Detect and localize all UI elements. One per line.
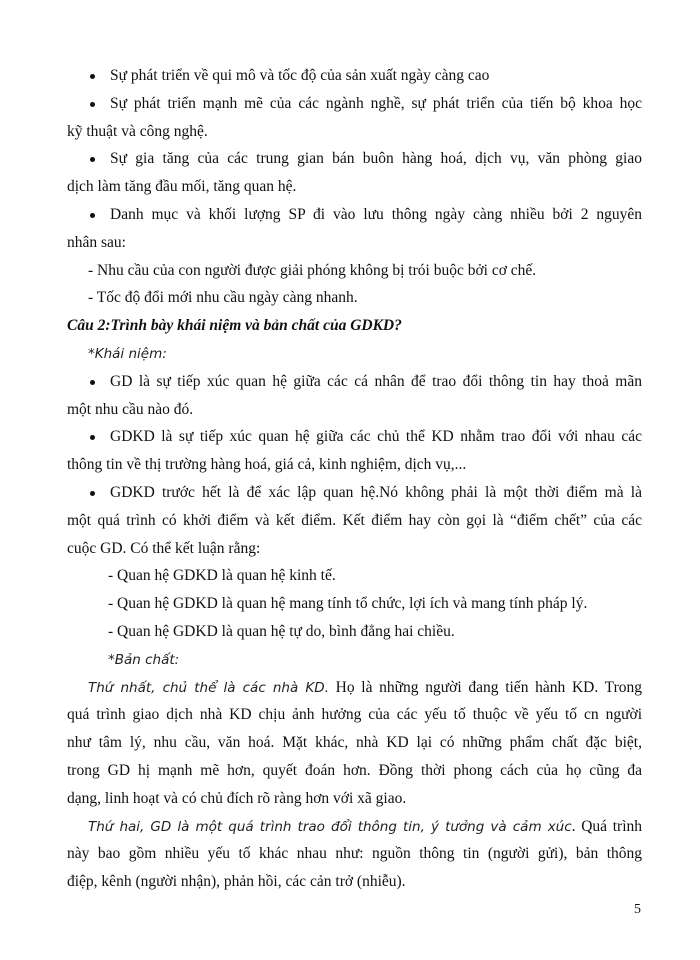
line-text: Sự phát triển về qui mô và tốc độ của sản xuất ngày càng cao	[110, 67, 490, 84]
text-line	[67, 871, 642, 893]
line-text: Sự gia tăng của các trung gian bán buôn hàng hoá, dịch vụ, văn phòng giao	[110, 150, 642, 168]
bullet-icon	[90, 435, 95, 440]
line-text: *Khái niệm:	[88, 346, 167, 362]
line-text: GD là sự tiếp xúc quan hệ giữa các cá nhân để trao đổi thông tin hay thoả mãn	[110, 372, 642, 390]
page-number: 5	[634, 902, 641, 917]
text-line	[67, 121, 642, 143]
line-text: Câu 2:Trình bày khái niệm và bản chất của GDKD?	[67, 317, 402, 335]
line-text: Họ là những người đang tiến hành KD. Trong	[328, 678, 642, 696]
bullet-icon	[90, 213, 95, 218]
text-line	[110, 204, 642, 226]
line-text: - Quan hệ GDKD là quan hệ mang tính tổ chức, lợi ích và mang tính pháp lý.	[108, 595, 588, 613]
line-text: GDKD là sự tiếp xúc quan hệ giữa các chủ thể KD nhằm trao đổi với nhau các	[110, 428, 642, 446]
line-text: dịch làm tăng đầu mối, tăng quan hệ.	[67, 178, 297, 196]
line-text: - Quan hệ GDKD là quan hệ tự do, bình đẳng hai chiều.	[108, 623, 455, 640]
section-heading	[67, 315, 642, 337]
line-text: điệp, kênh (người nhận), phản hồi, các cản trở (nhiễu).	[67, 873, 406, 891]
bullet-icon	[90, 491, 95, 496]
text-line	[110, 65, 642, 87]
text-line	[108, 593, 642, 615]
text-line	[110, 371, 642, 393]
line-text: Danh mục và khối lượng SP đi vào lưu thông ngày càng nhiều bởi 2 nguyên	[110, 206, 642, 223]
bullet-icon	[90, 74, 95, 79]
text-line	[67, 732, 642, 754]
line-text: như tâm lý, nhu cầu, văn hoá. Mặt khác, nhà KD lại có những phẩm chất đặc biệt,	[67, 734, 642, 752]
line-text: này bao gồm nhiều yếu tố khác nhau như: nguồn thông tin (người gửi), bản thông	[67, 845, 642, 863]
line-text: *Bản chất:	[108, 651, 180, 668]
text-line	[67, 399, 642, 421]
text-line	[67, 704, 642, 726]
line-text: - Quan hệ GDKD là quan hệ kinh tế.	[108, 567, 336, 585]
text-line	[67, 843, 642, 865]
line-text: thông tin về thị trường hàng hoá, giá cả, kinh nghiệm, dịch vụ,...	[67, 456, 467, 474]
line-text: nhân sau:	[67, 233, 126, 251]
text-line	[67, 510, 642, 532]
line-text: Sự phát triển mạnh mẽ của các ngành nghề, sự phát triển của tiến bộ khoa học	[110, 94, 642, 112]
line-text: - Tốc độ đổi mới nhu cầu ngày càng nhanh.	[88, 289, 358, 307]
bullet-icon	[90, 380, 95, 385]
text-line	[67, 232, 642, 254]
italic-lead: Thứ hai, GD là một quá trình trao đổi thông tin, ý tưởng và cảm xúc	[88, 818, 572, 835]
text-line	[88, 287, 642, 309]
line-text: trong GD hị mạnh mẽ hơn, quyết đoán hơn. Đồng thời phong cách của họ cũng đa	[67, 762, 642, 779]
line-text: một nhu cầu nào đó.	[67, 400, 194, 418]
text-line	[67, 538, 642, 560]
text-line	[108, 565, 642, 587]
text-line	[110, 426, 642, 448]
text-line	[67, 788, 642, 810]
text-line	[88, 816, 642, 838]
text-line	[110, 482, 642, 504]
italic-lead: Thứ nhất, chủ thể là các nhà KD.	[88, 679, 329, 696]
text-line	[67, 454, 642, 476]
bullet-icon	[90, 102, 95, 107]
text-line	[88, 260, 642, 282]
text-line	[67, 760, 642, 782]
text-line	[67, 176, 642, 198]
line-text: kỹ thuật và công nghệ.	[67, 122, 208, 140]
subheading	[108, 649, 642, 671]
text-line	[110, 148, 642, 170]
line-text: . Quá trình	[571, 817, 642, 835]
line-text: GDKD trước hết là để xác lập quan hệ.Nó không phải là một thời điểm mà là	[110, 484, 642, 501]
line-text: - Nhu cầu của con người được giải phóng không bị trói buộc bởi cơ chế.	[88, 261, 537, 279]
bullet-icon	[90, 157, 95, 162]
line-text: một quá trình có khởi điểm và kết điểm. Kết điểm hay còn gọi là “điểm chết” của các	[67, 511, 642, 529]
line-text: quá trình giao dịch nhà KD chịu ảnh hưởng của các yếu tố thuộc về yếu tố cn người	[67, 706, 642, 724]
text-line	[88, 677, 642, 699]
line-text: cuộc GD. Có thể kết luận rằng:	[67, 539, 261, 557]
text-line	[110, 93, 642, 115]
text-line	[108, 621, 642, 643]
subheading	[88, 343, 642, 365]
line-text: dạng, linh hoạt và có chủ đích rõ ràng hơn với xã giao.	[67, 789, 407, 807]
